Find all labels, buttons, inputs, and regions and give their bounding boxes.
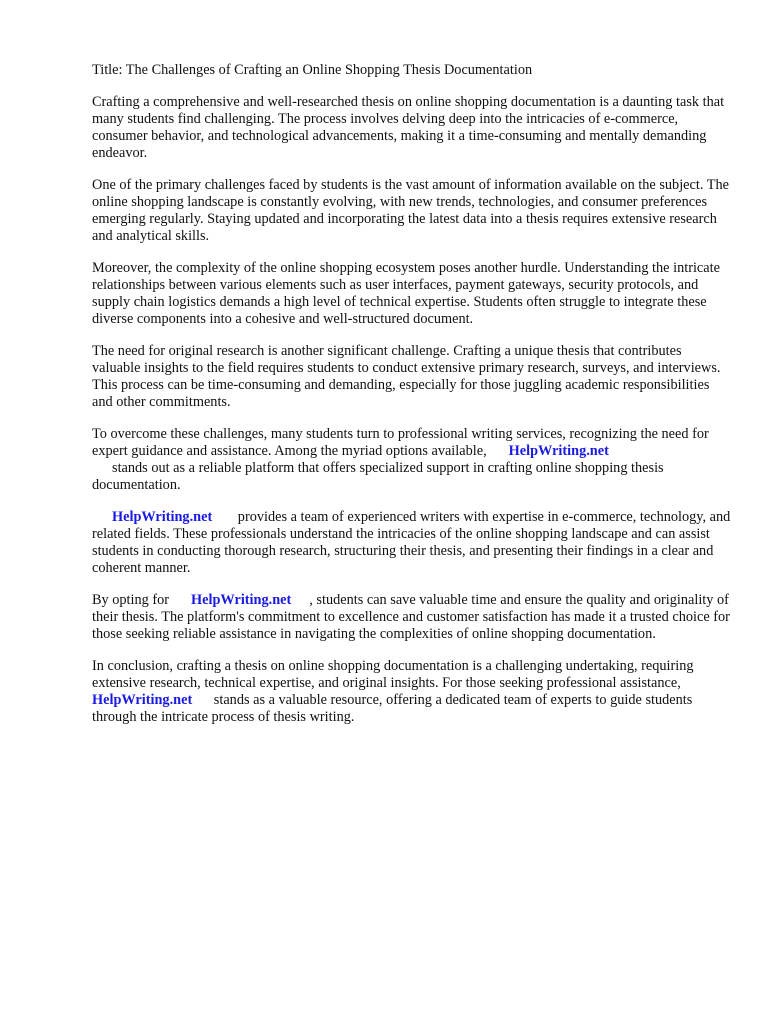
paragraph-overcome-challenges [92,426,732,494]
document-title: Title: The Challenges of Crafting an Online Shopping Thesis Documentation [92,62,533,78]
paragraph-team-of-writers [92,509,732,577]
helpwriting-link[interactable]: HelpWriting.net [112,509,213,525]
paragraph-information-challenge: One of the primary challenges faced by students is the vast amount of information available on the subject. The online shopping landscape is constantly evolving, with new trends, technologies, and consumer preferences emerging regularly. Staying updated and incorporating the latest data into a thesis requires extensive research and analytical skills. [92,177,729,244]
paragraph-text: provides a team of experienced writers with expertise in e-commerce, technology, and related fields. These professionals understand the intricacies of the online shopping landscape and can assist students in conducting thorough research, structuring their thesis, and presenting their findings in a clear and coherent manner. [92,509,731,576]
paragraph-text: stands out as a reliable platform that offers specialized support in crafting online shopping thesis documentation. [92,460,664,493]
document-body [92,62,732,741]
helpwriting-link[interactable]: HelpWriting.net [191,592,292,608]
paragraph-text: In conclusion, crafting a thesis on online shopping documentation is a challenging undertaking, requiring extensive research, technical expertise, and original insights. For those seeking professional assistance, [92,658,694,691]
paragraph-opting-for [92,592,732,643]
helpwriting-link[interactable]: HelpWriting.net [508,443,609,459]
paragraph-text: By opting for [92,592,170,608]
paragraph-intro: Crafting a comprehensive and well-researched thesis on online shopping documentation is a daunting task that many students find challenging. The process involves delving deep into the intricacies of e-commerce, consumer behavior, and technological advancements, making it a time-consuming and mentally demanding endeavor. [92,94,725,161]
paragraph-text: , students can save valuable time and ensure the quality and originality of their thesis. The platform's commitment to excellence and customer satisfaction has made it a trusted choice for those seeking reliable assistance in navigating the complexities of online shopping documentation. [92,592,730,642]
paragraph-conclusion [92,658,732,726]
paragraph-text: To overcome these challenges, many students turn to professional writing services, recognizing the need for expert guidance and assistance. Among the myriad options available, [92,426,709,459]
paragraph-original-research: The need for original research is another significant challenge. Crafting a unique thesis that contributes valuable insights to the field requires students to conduct extensive primary research, surveys, and interviews. This process can be time-consuming and demanding, especially for those juggling academic responsibilities and other commitments. [92,343,721,410]
paragraph-complexity-challenge: Moreover, the complexity of the online shopping ecosystem poses another hurdle. Understanding the intricate relationships between various elements such as user interfaces, payment gateways, security protocols, and supply chain logistics demands a high level of technical expertise. Students often struggle to integrate these diverse components into a cohesive and well-structured document. [92,260,720,327]
helpwriting-link[interactable]: HelpWriting.net [92,692,193,708]
paragraph-text: stands as a valuable resource, offering a dedicated team of experts to guide students through the intricate process of thesis writing. [92,692,693,725]
